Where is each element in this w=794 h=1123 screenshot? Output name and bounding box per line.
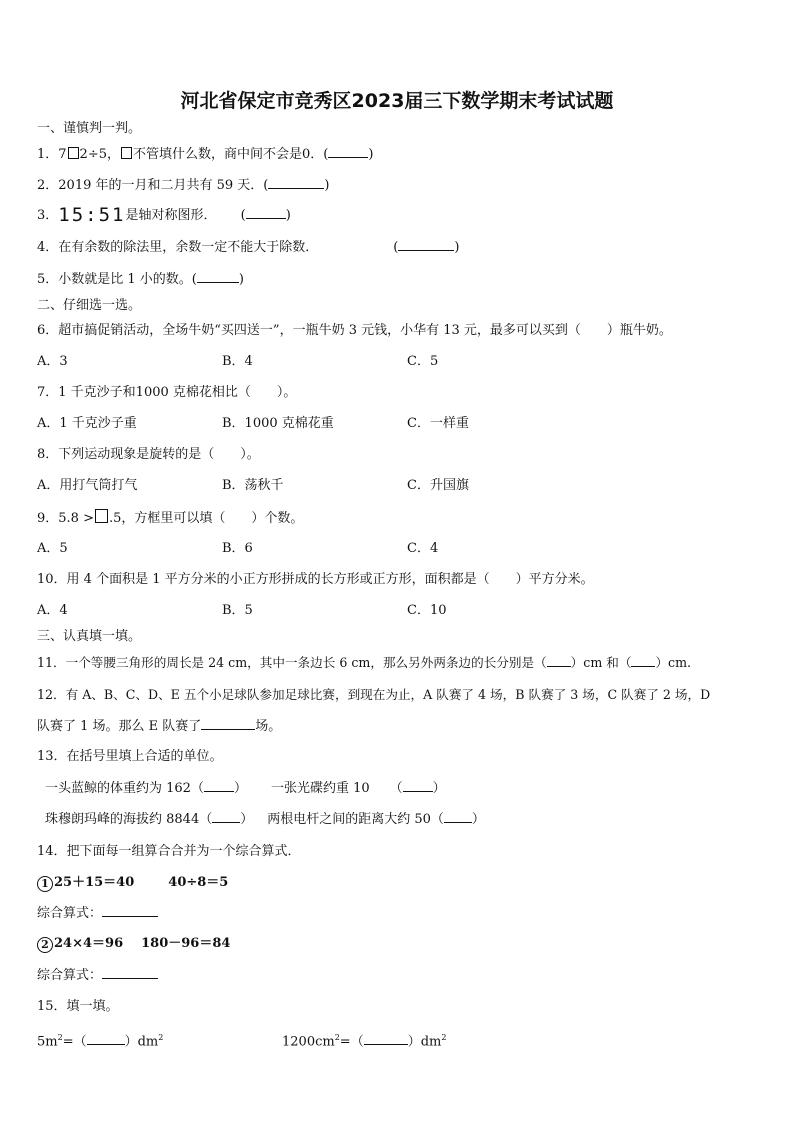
option-c[interactable]: C．5 xyxy=(407,354,439,369)
digital-clock-figure: 15:51 xyxy=(58,204,126,226)
question-13-row-2: 珠穆朗玛峰的海拔约 8844（ ） 两根电杆之间的距离大约 50（ ） xyxy=(45,812,485,827)
question-15-item-1: $5m^2=$（ ）$dm^2$ xyxy=(37,1033,164,1050)
option-b[interactable]: B．6 xyxy=(222,541,253,556)
question-14-group-1: 1 25＋15＝40 40÷8＝5 xyxy=(37,874,228,892)
question-15-item-2: $1200cm^2=$（ ）$dm^2$ xyxy=(282,1033,447,1050)
option-b[interactable]: B．1000 克棉花重 xyxy=(222,416,334,431)
square-box-icon xyxy=(95,509,108,523)
answer-blank[interactable] xyxy=(444,810,472,823)
section-heading-2: 二、仔细选一选。 xyxy=(37,298,142,313)
answer-blank[interactable] xyxy=(204,779,234,792)
option-a[interactable]: A．用打气筒打气 xyxy=(37,478,138,493)
answer-blank[interactable] xyxy=(102,966,158,979)
question-4: 4．在有余数的除法里，余数一定不能大于除数． ( ) xyxy=(37,240,460,255)
option-b[interactable]: B．5 xyxy=(222,603,253,618)
answer-blank[interactable] xyxy=(364,1032,408,1045)
section-heading-1: 一、谨慎判一判。 xyxy=(37,121,142,136)
question-15: 15．填一填。 xyxy=(37,999,119,1014)
option-a[interactable]: A．4 xyxy=(37,603,68,618)
answer-blank[interactable] xyxy=(268,176,324,189)
question-14-answer-2: 综合算式： xyxy=(37,966,158,985)
option-c[interactable]: C．4 xyxy=(407,541,439,556)
option-a[interactable]: A．3 xyxy=(37,354,68,369)
option-c[interactable]: C．10 xyxy=(407,603,447,618)
question-8: 8．下列运动现象是旋转的是（ ）。 xyxy=(37,447,260,462)
section-heading-3: 三、认真填一填。 xyxy=(37,629,142,644)
option-b[interactable]: B．荡秋千 xyxy=(222,478,284,493)
question-12-line-2: 队赛了 1 场。那么 E 队赛了 场。 xyxy=(37,719,282,734)
question-14-answer-1: 综合算式： xyxy=(37,904,158,923)
question-12-line-1: 12．有 A、B、C、D、E 五个小足球队参加足球比赛，到现在为止，A 队赛了 4 场，B 队赛了 3 场，C 队赛了 2 场，D xyxy=(37,687,711,702)
answer-blank[interactable] xyxy=(246,206,286,219)
option-a[interactable]: A．5 xyxy=(37,541,68,556)
option-a[interactable]: A．1 千克沙子重 xyxy=(37,416,137,431)
question-2: 2．2019 年的一月和二月共有 59 天．( ) xyxy=(37,178,330,193)
square-box-icon xyxy=(121,147,132,159)
circled-number-icon: 2 xyxy=(37,937,53,953)
answer-blank[interactable] xyxy=(212,810,240,823)
answer-blank[interactable] xyxy=(547,654,571,667)
answer-blank[interactable] xyxy=(328,145,368,158)
circled-number-icon: 1 xyxy=(37,876,53,892)
option-c[interactable]: C．升国旗 xyxy=(407,478,469,493)
question-14: 14．把下面每一组算合合并为一个综合算式． xyxy=(37,844,301,859)
question-3: 3．15:51是轴对称图形． ( ) xyxy=(37,204,291,226)
option-c[interactable]: C．一样重 xyxy=(407,416,469,431)
question-13-row-1: 一头蓝鲸的体重约为 162（ ） 一张光碟约重 10 （ ） xyxy=(45,781,446,796)
question-10: 10．用 4 个面积是 1 平方分米的小正方形拼成的长方形或正方形，面积都是（ ）平方分米。 xyxy=(37,572,594,587)
answer-blank[interactable] xyxy=(102,904,158,917)
answer-blank[interactable] xyxy=(631,654,655,667)
answer-blank[interactable] xyxy=(403,779,433,792)
question-11: 11．一个等腰三角形的周长是 24 cm，其中一条边长 6 cm，那么另外两条边的长分别是（ ）cm 和（ ）cm. xyxy=(37,655,692,670)
question-6: 6．超市搞促销活动，全场牛奶“买四送一”，一瓶牛奶 3 元钱，小华有 13 元，最多可以买到（ ）瓶牛奶。 xyxy=(37,323,672,338)
question-5: 5．小数就是比 1 小的数。( ) xyxy=(37,272,244,287)
question-13: 13．在括号里填上合适的单位。 xyxy=(37,749,223,764)
answer-blank[interactable] xyxy=(398,238,454,251)
option-b[interactable]: B．4 xyxy=(222,354,253,369)
answer-blank[interactable] xyxy=(201,717,255,730)
question-1: 1．7 2÷5， 不管填什么数，商中间不会是0．( ) xyxy=(37,147,374,162)
answer-blank[interactable] xyxy=(87,1032,125,1045)
question-14-group-2: 2 24×4＝96 180－96＝84 xyxy=(37,935,230,953)
question-9: 9．5.8 > .5，方框里可以填（ ）个数。 xyxy=(37,511,304,526)
square-box-icon xyxy=(68,147,79,159)
page-title: 河北省保定市竞秀区2023届三下数学期末考试试题 xyxy=(180,90,614,112)
question-7: 7．1 千克沙子和1000 克棉花相比（ ）。 xyxy=(37,385,297,400)
answer-blank[interactable] xyxy=(197,270,239,283)
